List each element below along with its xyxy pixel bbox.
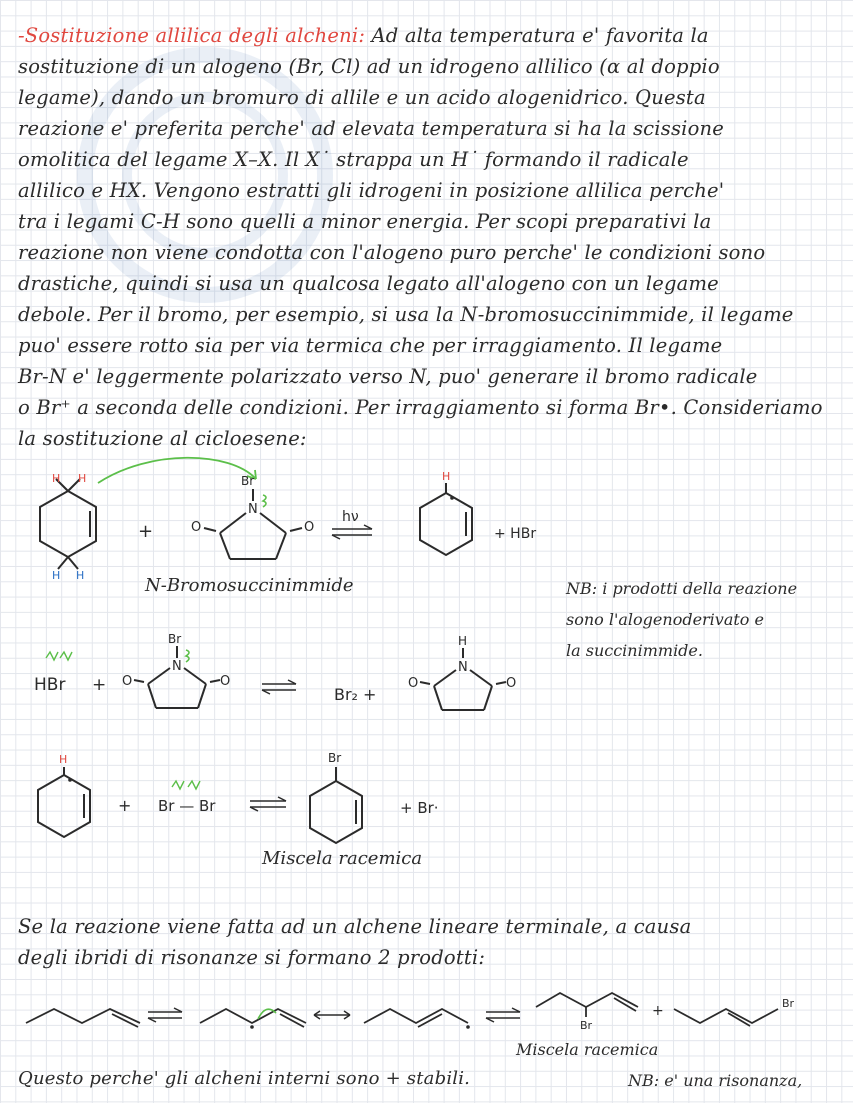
n-atom: N (172, 659, 182, 674)
succinimide-molecule (420, 648, 506, 710)
cyclohexene-molecule (40, 479, 96, 569)
o-atom: O (220, 674, 231, 689)
racemic-label-linear: Miscela racemica (516, 1040, 659, 1059)
nbs-molecule (134, 646, 220, 708)
n-atom: N (458, 660, 468, 675)
conclusion-note: NB: e' una risonanza, (628, 1071, 803, 1090)
section-heading: -Sostituzione allilica degli alcheni: (18, 24, 366, 47)
nbs-molecule (204, 489, 302, 559)
text-line: drastiche, quindi si usa un qualcosa legato all'alogeno con un legame (18, 272, 719, 295)
hv-condition: hν (342, 509, 359, 525)
h-atom: H (78, 472, 87, 485)
hbr-text: HBr (34, 675, 66, 695)
text-line: legame), dando un bromuro di allile e un acido alogenidrico. Questa (18, 86, 706, 109)
h-atom: H (458, 634, 468, 648)
br-atom: Br (168, 632, 182, 646)
h-atom: H (52, 569, 61, 582)
3-bromo-pentene-chain (536, 993, 638, 1017)
h-atom: H (442, 470, 451, 483)
resonance-chain (364, 1009, 468, 1027)
conclusion-text: Questo perche' gli alcheni interni sono + stabili. (18, 1068, 471, 1089)
product-plus-br-radical: + Br· (400, 799, 439, 817)
allyl-radical-molecule (38, 767, 90, 837)
text-line: sostituzione di un alogeno (Br, Cl) ad un idrogeno allilico (α al doppio (18, 55, 720, 78)
text-line: la sostituzione al cicloesene: (18, 427, 307, 450)
text-line: debole. Per il bromo, per esempio, si usa la N-bromosuccinimmide, il legame (18, 303, 794, 326)
o-atom: O (408, 676, 419, 691)
h-atom: H (76, 569, 85, 582)
plus-sign: + (138, 521, 154, 542)
n-atom: N (248, 502, 258, 517)
watermark-logo (70, 40, 340, 310)
reaction-3-drawing (20, 745, 480, 855)
allyl-radical-chain (200, 1009, 306, 1027)
bromocyclohexene-molecule (310, 767, 362, 843)
plus-sign: + (118, 796, 132, 815)
text-line: Br-N e' leggermente polarizzato verso N, puo' generare il bromo radicale (18, 365, 758, 388)
text-line: puo' essere rotto sia per via termica che per irraggiamento. Il legame (18, 334, 723, 357)
o-atom: O (506, 676, 517, 691)
h-atom: H (59, 753, 68, 766)
reaction-2-drawing (20, 628, 540, 738)
br-atom: Br (328, 751, 342, 765)
text-line: allilico e HX. Vengono estratti gli idrogeni in posizione allilica perche' (18, 179, 725, 202)
h-atom: H (52, 472, 61, 485)
racemic-label: Miscela racemica (262, 848, 423, 869)
reaction-1-drawing (20, 455, 590, 595)
reaction-2 (20, 628, 540, 738)
note-line: la succinimmide. (566, 641, 703, 660)
text-line: reazione e' preferita perche' ad elevata temperatura si ha la scissione (18, 117, 725, 140)
note-line: sono l'alogenoderivato e (566, 610, 764, 629)
1-bromo-pentene-chain (674, 1009, 778, 1026)
reaction-3 (20, 745, 480, 855)
plus-sign: + (92, 675, 107, 695)
text-line: o Br⁺ a seconda delle condizioni. Per irraggiamento si forma Br•. Consideriamo (18, 396, 823, 419)
br-atom: Br (580, 1019, 593, 1032)
reaction-1 (20, 455, 590, 595)
pentene-chain (26, 1009, 140, 1027)
br2-text: Br₂ + (334, 685, 377, 704)
text-line: omolitica del legame X–X. Il X˙ strappa un H˙ formando il radicale (18, 148, 689, 171)
br-atom: Br (782, 997, 795, 1010)
text-line: tra i legami C-H sono quelli a minor energia. Per scopi preparativi la (18, 210, 712, 233)
br-atom: Br (241, 474, 255, 488)
text-line: Se la reazione viene fatta ad un alchene lineare terminale, a causa (18, 915, 692, 938)
linear-scheme-drawing (20, 985, 835, 1055)
o-atom: O (122, 674, 133, 689)
nbs-label: N-Bromosuccinimmide (145, 575, 354, 596)
product-plus-hbr: + HBr (494, 526, 537, 542)
plus-sign: + (652, 1003, 664, 1019)
o-atom: O (191, 520, 202, 535)
allyl-radical-molecule (420, 483, 472, 555)
linear-alkene-scheme (20, 985, 835, 1055)
text-line: degli ibridi di risonanze si formano 2 prodotti: (18, 946, 486, 969)
o-atom: O (304, 520, 315, 535)
text-line: -Sostituzione allilica degli alcheni: Ad alta temperatura e' favorita la (18, 24, 709, 47)
text-line: reazione non viene condotta con l'alogeno puro perche' le condizioni sono (18, 241, 766, 264)
br-br-text: Br — Br (158, 797, 216, 815)
note-line: NB: i prodotti della reazione (566, 579, 798, 598)
